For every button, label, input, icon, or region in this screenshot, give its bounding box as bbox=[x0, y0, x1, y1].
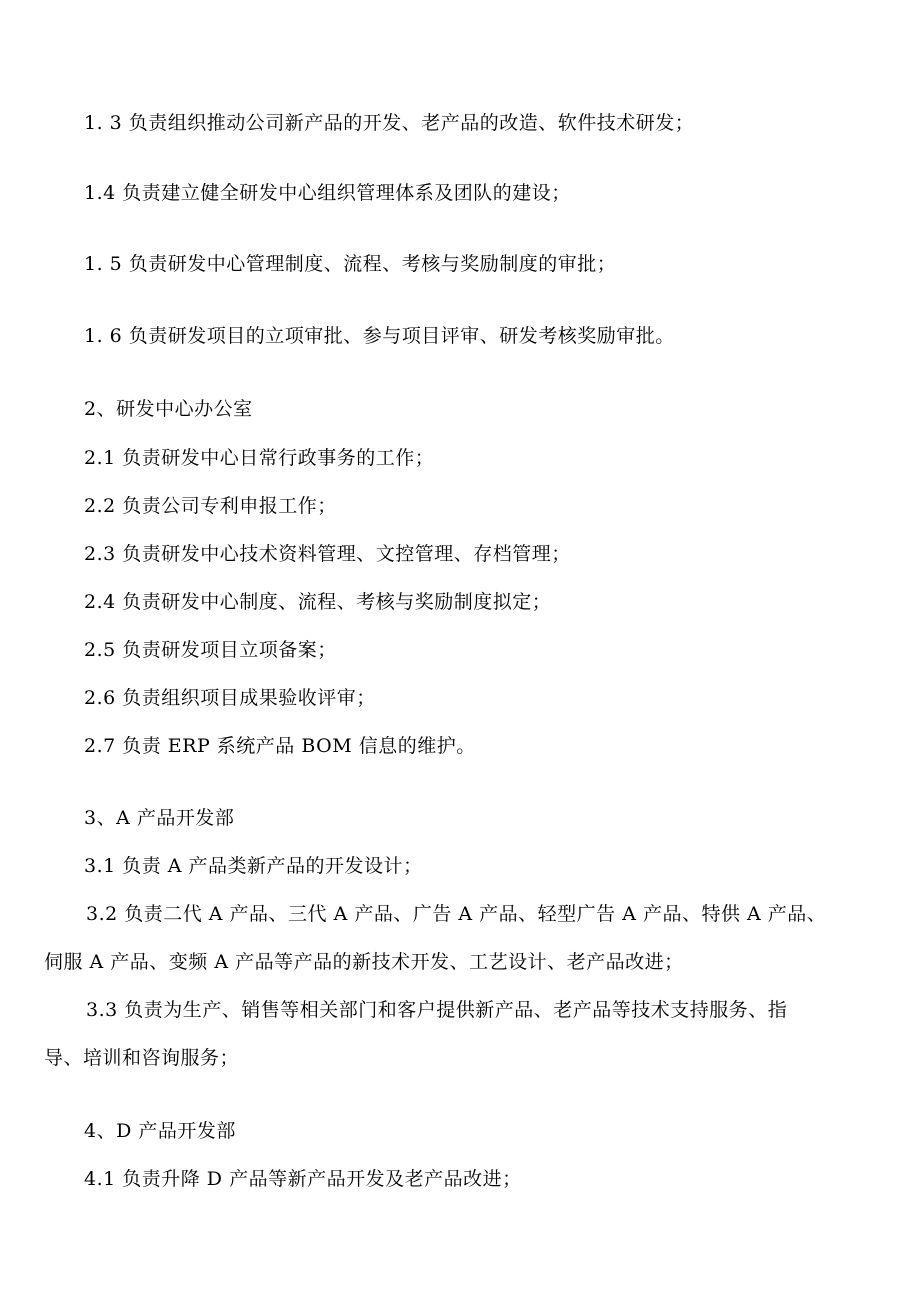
paragraph-3-1: 3.1 负责 A 产品类新产品的开发设计； bbox=[84, 855, 423, 877]
paragraph-2-5: 2.5 负责研发项目立项备案； bbox=[84, 639, 337, 661]
paragraph-1-3: 1. 3 负责组织推动公司新产品的开发、老产品的改造、软件技术研发； bbox=[84, 112, 695, 134]
paragraph-2-7: 2.7 负责 ERP 系统产品 BOM 信息的维护。 bbox=[84, 735, 476, 757]
paragraph-1-6: 1. 6 负责研发项目的立项审批、参与项目评审、研发考核奖励审批。 bbox=[84, 325, 675, 347]
paragraph-2-6: 2.6 负责组织项目成果验收评审； bbox=[84, 687, 376, 709]
paragraph-3-2-line-1: 3.2 负责二代 A 产品、三代 A 产品、广告 A 产品、轻型广告 A 产品、特供 A 产品、 bbox=[86, 903, 827, 925]
paragraph-2-2: 2.2 负责公司专利申报工作； bbox=[84, 495, 337, 517]
section-heading-4: 4、D 产品开发部 bbox=[84, 1120, 236, 1142]
section-heading-3: 3、A 产品开发部 bbox=[84, 807, 235, 829]
paragraph-1-4: 1.4 负责建立健全研发中心组织管理体系及团队的建设； bbox=[84, 182, 571, 204]
paragraph-3-3-line-1: 3.3 负责为生产、销售等相关部门和客户提供新产品、老产品等技术支持服务、指 bbox=[86, 999, 788, 1021]
section-heading-2: 2、研发中心办公室 bbox=[84, 398, 253, 420]
paragraph-3-2-line-2: 伺服 A 产品、变频 A 产品等产品的新技术开发、工艺设计、老产品改进； bbox=[44, 951, 684, 973]
paragraph-4-1: 4.1 负责升降 D 产品等新产品开发及老产品改进； bbox=[84, 1168, 522, 1190]
paragraph-3-3-line-2: 导、培训和咨询服务； bbox=[44, 1047, 240, 1069]
paragraph-2-3: 2.3 负责研发中心技术资料管理、文控管理、存档管理； bbox=[84, 543, 571, 565]
paragraph-2-4: 2.4 负责研发中心制度、流程、考核与奖励制度拟定； bbox=[84, 591, 552, 613]
paragraph-1-5: 1. 5 负责研发中心管理制度、流程、考核与奖励制度的审批； bbox=[84, 253, 617, 275]
paragraph-2-1: 2.1 负责研发中心日常行政事务的工作； bbox=[84, 447, 435, 469]
